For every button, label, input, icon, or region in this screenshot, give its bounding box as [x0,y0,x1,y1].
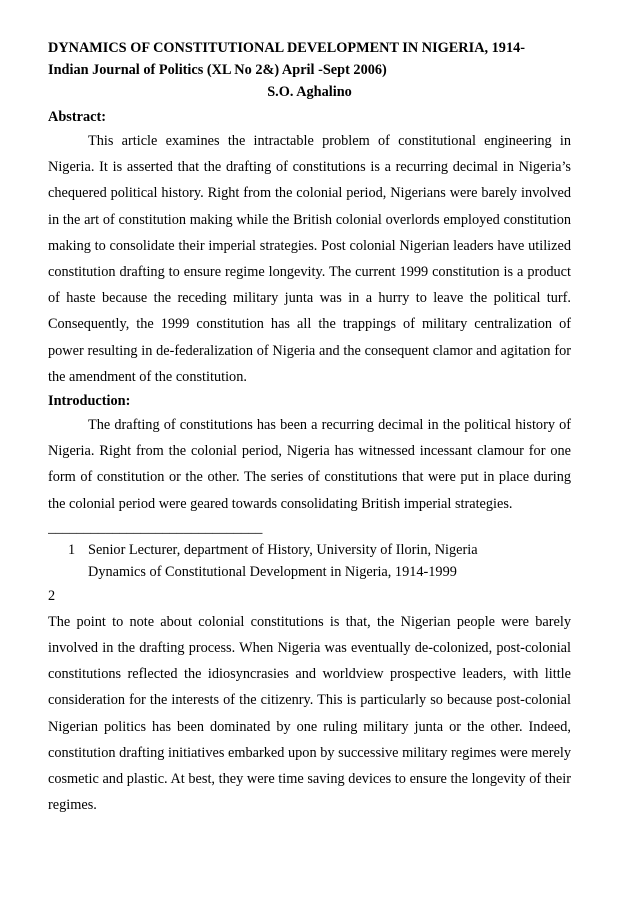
continuation-paragraph: The point to note about colonial constitutions is that, the Nigerian people were barely involved in the drafting process. When Nigeria was eventually de-colonized, post-colonial constitutions reflected the idiosyncrasies and worldview prospective leaders, with little consideration for the interests of the citizenry. This is particularly so because post-colonial Nigerian politics has been dominated by one ruling military junta or the other. Indeed, constitution drafting initiatives embarked upon by successive military regimes were merely cosmetic and plastic. At best, they were time saving devices to ensure the longevity of their regimes. [48,613,571,814]
page-number: 2 [48,587,56,604]
footnote-number: 1 [68,541,76,558]
journal-citation: Indian Journal of Politics (XL No 2&) April -Sept 2006) [48,62,387,78]
document-title: DYNAMICS OF CONSTITUTIONAL DEVELOPMENT IN NIGERIA, 1914- [48,40,526,56]
introduction-paragraph: The drafting of constitutions has been a recurring decimal in the political history of Nigeria. Right from the colonial period, Nigeria has witnessed incessant clamour for one form of constitution or the other. The series of constitutions that were put in place during the colonial period were geared towards consolidating British imperial strategies. [48,417,571,512]
document-page [48,37,571,818]
footnote-text: Senior Lecturer, department of History, University of Ilorin, Nigeria [88,541,478,558]
running-title: Dynamics of Constitutional Development in Nigeria, 1914-1999 [88,563,457,580]
footnote-separator: ______________________________ [48,519,263,536]
footnote [48,539,571,561]
author-name: S.O. Aghalino [267,84,352,100]
introduction-heading: Introduction: [48,393,131,410]
abstract-paragraph: This article examines the intractable problem of constitutional engineering in Nigeria. It is asserted that the drafting of constitutions is a recurring decimal in Nigeria’s chequered political history. Right from the colonial period, Nigerians were barely involved in the art of constitution making while the British colonial overlords employed constitution making to consolidate their imperial strategies. Post colonial Nigerian leaders have utilized constitution drafting to ensure regime longevity. The current 1999 constitution is a product of haste because the receding military junta was in a hurry to leave the political turf. Consequently, the 1999 constitution has all the trappings of military centralization of power resulting in de-federalization of Nigeria and the consequent clamor and agitation for the amendment of the constitution. [48,133,571,385]
abstract-heading: Abstract: [48,109,106,125]
